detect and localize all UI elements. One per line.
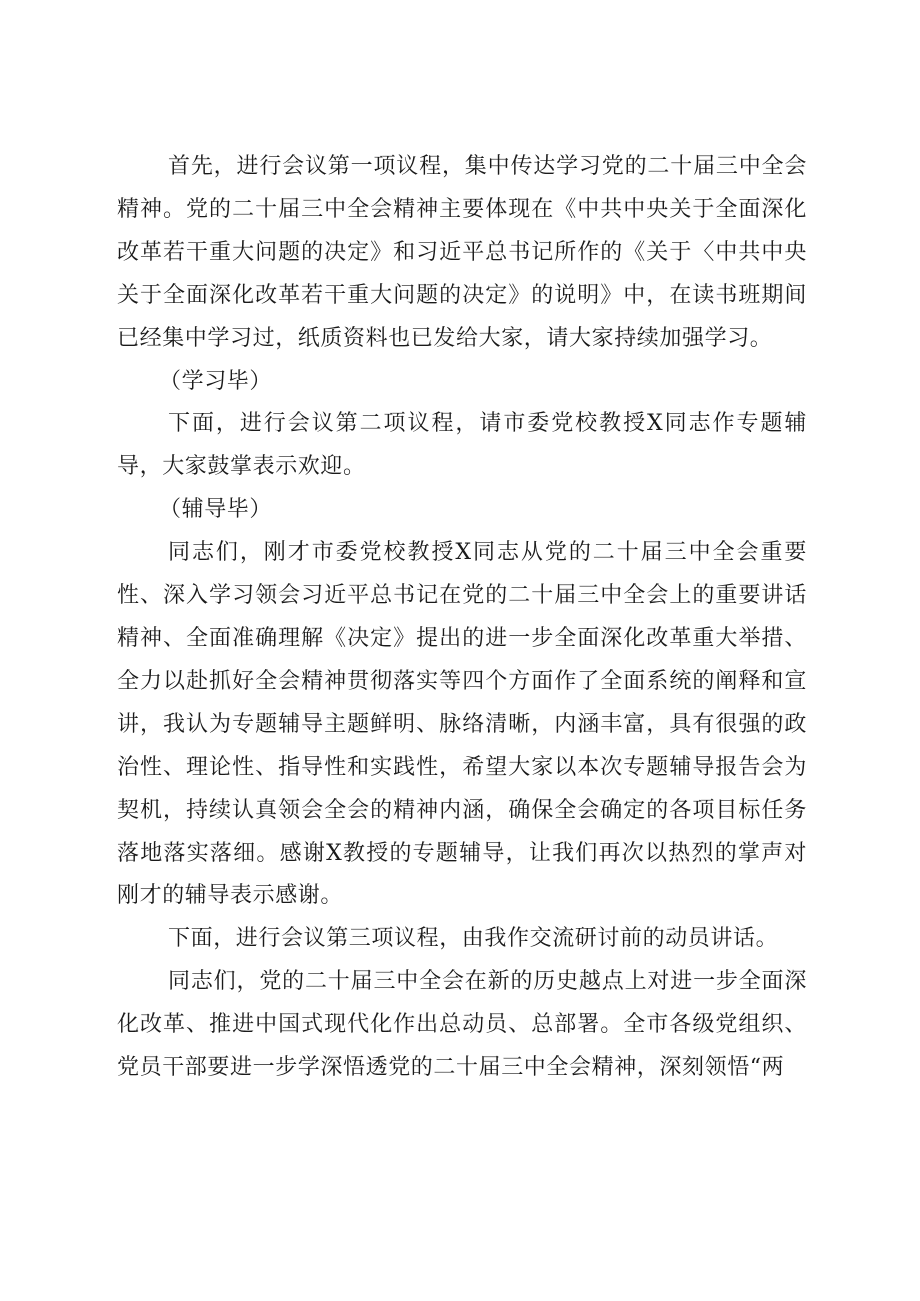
paragraph-agenda-three: 下面，进行会议第三项议程，由我作交流研讨前的动员讲话。 [168, 926, 779, 952]
paragraph-tutoring-summary: 同志们，刚才市委党校教授X同志从党的二十届三中全会重要性、深入学习领会习近平总书记在党的二十届三中全会上的重要讲话精神、全面准确理解《决定》提出的进一步全面深化改革重大举措、全力以赴抓好全会精神贯彻落实等四个方面作了全面系统的阐释和宣讲，我认为专题辅导主题鲜明、脉络清晰，内涵丰富，具有很强的政治性、理论性、指导性和实践性，希望大家以本次专题辅导报告会为契机，持续认真领会全会的精神内涵，确保全会确定的各项目标任务落地落实落细。感谢X教授的专题辅导，让我们再次以热烈的掌声对刚才的辅导表示感谢。 [117, 540, 807, 909]
document-body [117, 146, 807, 1090]
paragraph-agenda-two: 下面，进行会议第二项议程，请市委党校教授X同志作专题辅导，大家鼓掌表示欢迎。 [117, 411, 807, 480]
paragraph-agenda-one: 首先，进行会议第一项议程，集中传达学习党的二十届三中全会精神。党的二十届三中全会精神主要体现在《中共中央关于全面深化改革若干重大问题的决定》和习近平总书记所作的《关于〈中共中央关于全面深化改革若干重大问题的决定》的说明》中，在读书班期间已经集中学习过，纸质资料也已发给大家，请大家持续加强学习。 [117, 154, 807, 351]
note-tutoring-finished: （辅导毕） [159, 497, 273, 523]
paragraph-mobilization-speech: 同志们，党的二十届三中全会在新的历史越点上对进一步全面深化改革、推进中国式现代化作出总动员、总部署。全市各级党组织、党员干部要进一步学深悟透党的二十届三中全会精神，深刻领悟“两 [117, 969, 807, 1081]
note-study-finished: （学习毕） [159, 368, 273, 394]
